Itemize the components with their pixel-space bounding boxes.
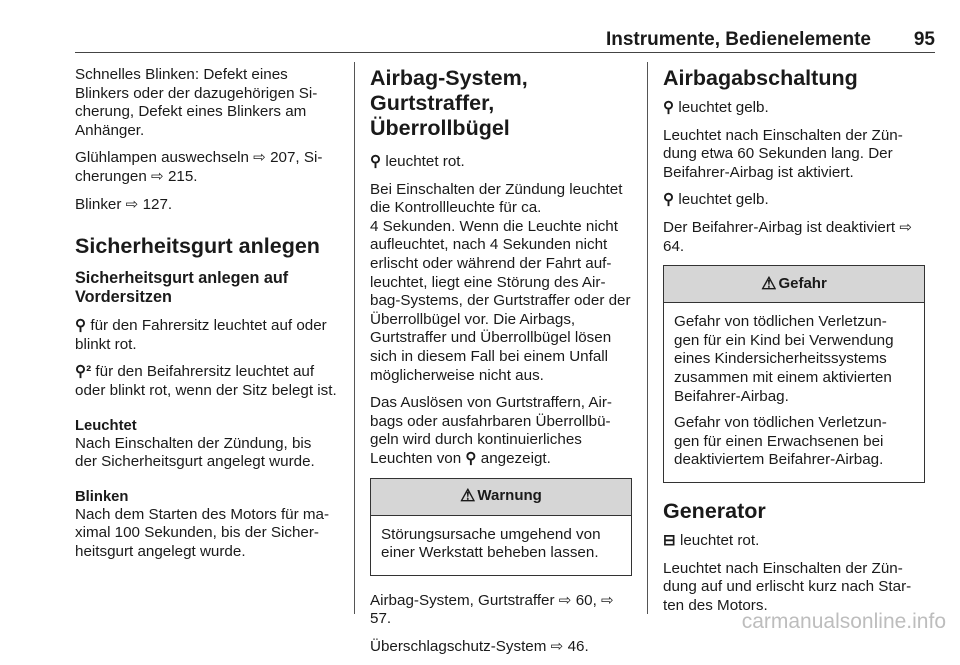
label-leuchtet: Leuchtet [75,417,137,434]
paragraph-text: für den Fahrersitz leuchtet auf oder blinkt rot. [75,317,327,353]
passenger-seatbelt-icon: ⚲² [75,363,92,381]
paragraph: Nach Einschalten der Zündung, bis der Sicherheitsgurt angelegt wurde. [75,434,315,471]
paragraph: Leuchtet nach Einschalten der Zün‐ dung auf und erlischt kurz nach Star‐ ten des Motors. [663,559,912,614]
column-divider [354,62,355,614]
paragraph-text: angezeigt. [476,449,551,467]
watermark: carmanualsonline.info [741,610,946,633]
column-3 [663,66,925,624]
subsection-heading: Sicherheitsgurt anlegen auf Vordersitzen [75,269,289,307]
danger-box [663,265,925,483]
column-1 [75,66,337,571]
danger-text: Gefahr von tödlichen Verletzun‐ gen für ein Kind bei Verwendung eines Kindersicherheitssystems zusammen mit einem aktivierten Beifahrer-Airbag. [674,313,894,405]
warning-triangle-icon: ⚠ [460,486,476,506]
section-heading-generator: Generator [663,498,766,523]
page-title: Instrumente, Bedienelemente [605,29,871,50]
seatbelt-warning-icon: ⚲ [75,317,87,335]
column-2 [370,66,632,665]
paragraph: Airbag-System, Gurtstraffer ⇨ 60, ⇨ 57. [370,591,614,628]
warning-box-header [371,479,631,516]
paragraph-text: Das Auslösen von Gurtstraffern, Air‐ bags oder ausfahrbaren Überrollbü‐ geln wird durch kontinuierliches Leuchten von [370,394,612,467]
warning-box [370,478,632,576]
paragraph: Bei Einschalten der Zündung leuchtet die Kontrollleuchte für ca. [370,180,623,217]
danger-box-body [664,303,924,482]
paragraph [75,317,337,354]
paragraph-text: leuchtet rot. [381,153,465,170]
paragraph: Überschlagschutz-System ⇨ 46. [370,637,589,655]
danger-box-header [664,266,924,303]
paragraph: Blinker ⇨ 127. [75,195,173,213]
airbag-warning-icon: ⚲ [465,449,477,467]
paragraph: Schnelles Blinken: Defekt eines Blinkers oder der dazugehörigen Si‐ cherung, Defekt eines Blinkers am Anhänger. [75,66,318,139]
airbag-warning-icon: ⚲ [370,153,382,170]
paragraph: Leuchtet nach Einschalten der Zün‐ dung etwa 60 Sekunden lang. Der Beifahrer-Airbag ist aktiviert. [663,126,903,181]
section-heading-airbag-deactivation: Airbagabschaltung [663,66,858,90]
warning-title: Warnung [477,487,542,505]
airbag-off-icon: ⚲ [663,191,675,209]
paragraph [75,363,337,400]
paragraph: Glühlampen auswechseln ⇨ 207, Si‐ cherungen ⇨ 215. [75,149,323,185]
paragraph-text: leuchtet gelb. [674,191,769,209]
paragraph [370,394,632,468]
paragraph: Der Beifahrer-Airbag ist deaktiviert ⇨ 64. [663,218,913,255]
battery-icon: ⊟ [663,531,676,549]
warning-text: Störungsursache umgehend von einer Werkstatt beheben lassen. [381,525,601,562]
airbag-on-icon: ⚲ [663,99,675,116]
page-header [75,0,935,53]
column-divider [647,62,648,614]
danger-triangle-icon: ⚠ [761,273,777,293]
paragraph: 4 Sekunden. Wenn die Leuchte nicht aufleuchtet, nach 4 Sekunden nicht erlischt oder während der Fahrt auf‐ leuchtet, liegt eine Störung des Air‐ bag-Systems, der Gurtstraffer oder der Überrollbügel vor. Die Airbags, Gurtstraffer und Überrollbügel lösen sich in diesem Fall bei einem Unfall möglicherweise nicht aus. [370,217,631,384]
paragraph-text: für den Beifahrersitz leuchtet auf oder blinkt rot, wenn der Sitz belegt ist. [75,363,337,399]
section-heading-seatbelt: Sicherheitsgurt anlegen [75,234,320,259]
page-number: 95 [913,29,935,50]
paragraph-text: leuchtet gelb. [674,99,769,116]
danger-text: Gefahr von tödlichen Verletzun‐ gen für einen Erwachsenen bei deaktiviertem Beifahrer-Airbag. [674,414,887,469]
paragraph [663,191,925,210]
paragraph-text: leuchtet rot. [675,531,760,549]
label-blinken: Blinken [75,488,129,505]
danger-title: Gefahr [778,274,827,292]
warning-box-body [371,516,631,575]
paragraph: Nach dem Starten des Motors für ma‐ ximal 100 Sekunden, bis der Sicher‐ heitsgurt angelegt wurde. [75,505,330,560]
paragraph [663,532,925,551]
paragraph [663,99,925,118]
paragraph [370,153,632,172]
section-heading-airbag-system: Airbag-System, Gurtstraffer, Überrollbügel [370,66,528,140]
